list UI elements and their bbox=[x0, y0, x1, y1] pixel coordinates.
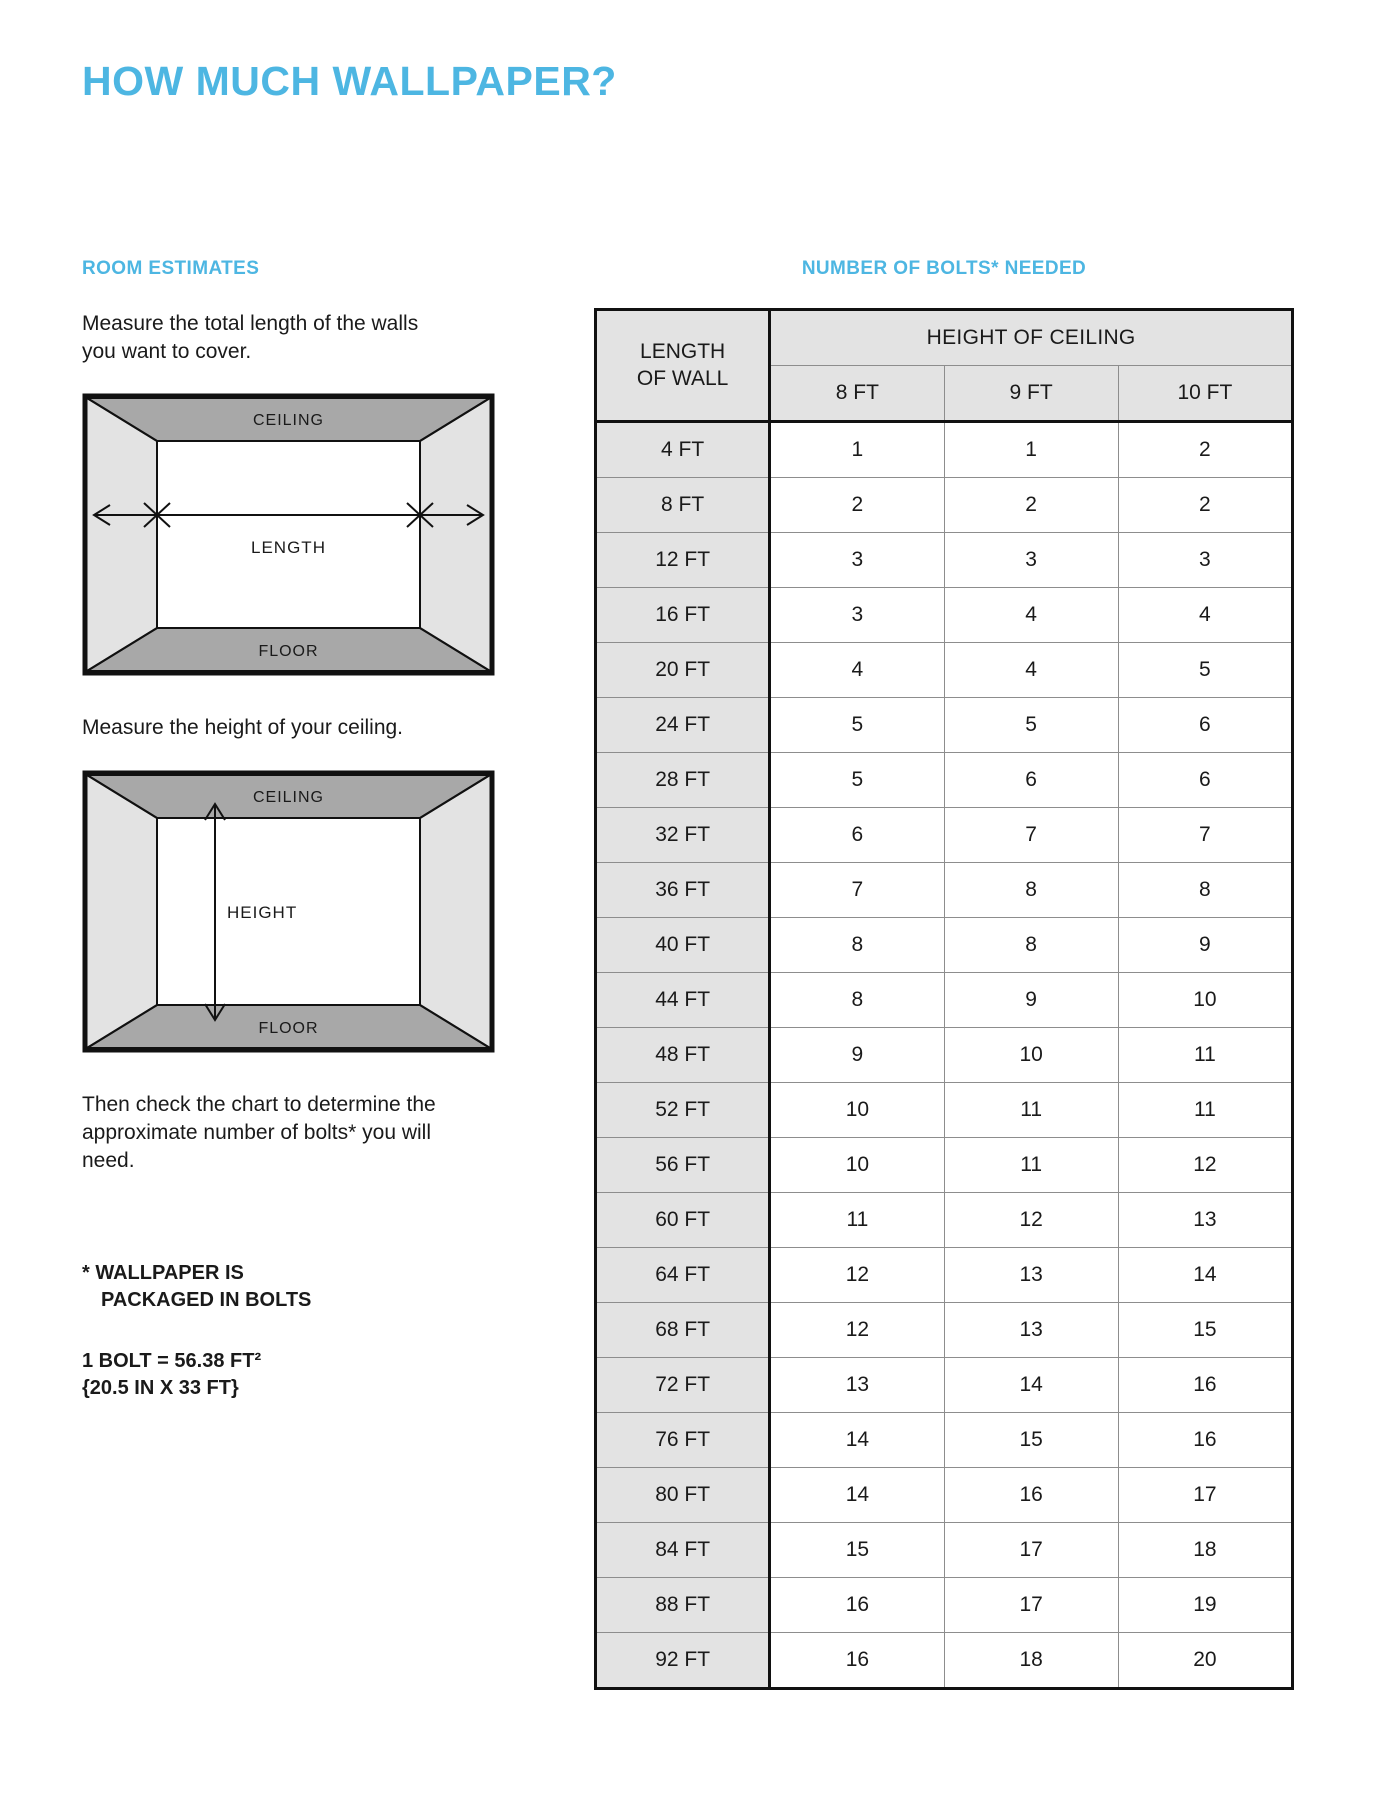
cell-10ft: 14 bbox=[1118, 1248, 1292, 1303]
cell-10ft: 20 bbox=[1118, 1633, 1292, 1689]
cell-9ft: 4 bbox=[944, 588, 1118, 643]
cell-10ft: 16 bbox=[1118, 1358, 1292, 1413]
cell-10ft: 3 bbox=[1118, 533, 1292, 588]
row-label: 36 FT bbox=[596, 863, 770, 918]
cell-9ft: 4 bbox=[944, 643, 1118, 698]
cell-9ft: 17 bbox=[944, 1523, 1118, 1578]
table-row bbox=[596, 643, 1293, 698]
row-label: 40 FT bbox=[596, 918, 770, 973]
table-row bbox=[596, 1138, 1293, 1193]
row-label: 80 FT bbox=[596, 1468, 770, 1523]
table-row bbox=[596, 1193, 1293, 1248]
ceiling-label: CEILING bbox=[252, 412, 324, 430]
footnote-line-1: * WALLPAPER IS bbox=[82, 1262, 244, 1285]
cell-8ft: 12 bbox=[770, 1248, 944, 1303]
cell-10ft: 6 bbox=[1118, 753, 1292, 808]
cell-10ft: 4 bbox=[1118, 588, 1292, 643]
bolt-dimensions-line: {20.5 IN X 33 FT} bbox=[82, 1377, 239, 1400]
cell-8ft: 7 bbox=[770, 863, 944, 918]
column-header-10ft: 10 FT bbox=[1118, 366, 1292, 422]
table-header-row-group bbox=[596, 310, 1293, 366]
table-row bbox=[596, 1413, 1293, 1468]
length-dimension-label: LENGTH bbox=[251, 538, 326, 558]
cell-8ft: 2 bbox=[770, 478, 944, 533]
table-row bbox=[596, 973, 1293, 1028]
cell-9ft: 7 bbox=[944, 808, 1118, 863]
row-label: 24 FT bbox=[596, 698, 770, 753]
cell-10ft: 11 bbox=[1118, 1028, 1292, 1083]
table-row bbox=[596, 1248, 1293, 1303]
row-label: 44 FT bbox=[596, 973, 770, 1028]
cell-8ft: 14 bbox=[770, 1413, 944, 1468]
row-label: 12 FT bbox=[596, 533, 770, 588]
row-label: 60 FT bbox=[596, 1193, 770, 1248]
height-dimension-label: HEIGHT bbox=[227, 903, 298, 923]
cell-9ft: 18 bbox=[944, 1633, 1118, 1689]
row-label: 8 FT bbox=[596, 478, 770, 533]
table-row bbox=[596, 533, 1293, 588]
cell-10ft: 10 bbox=[1118, 973, 1292, 1028]
table-row bbox=[596, 1468, 1293, 1523]
table-row bbox=[596, 918, 1293, 973]
table-row bbox=[596, 1358, 1293, 1413]
cell-9ft: 17 bbox=[944, 1578, 1118, 1633]
cell-9ft: 3 bbox=[944, 533, 1118, 588]
cell-10ft: 18 bbox=[1118, 1523, 1292, 1578]
cell-9ft: 8 bbox=[944, 918, 1118, 973]
table-row bbox=[596, 698, 1293, 753]
table-row bbox=[596, 1633, 1293, 1689]
instruction-measure-length: Measure the total length of the walls you want to cover. bbox=[82, 312, 419, 363]
instruction-check-chart: Then check the chart to determine the approximate number of bolts* you will need. bbox=[82, 1093, 436, 1172]
row-label: 92 FT bbox=[596, 1633, 770, 1689]
cell-9ft: 14 bbox=[944, 1358, 1118, 1413]
cell-8ft: 3 bbox=[770, 588, 944, 643]
room-diagram-length bbox=[82, 393, 495, 676]
cell-8ft: 5 bbox=[770, 698, 944, 753]
footnote-line-2: PACKAGED IN BOLTS bbox=[101, 1289, 312, 1312]
bolt-area-line: 1 BOLT = 56.38 FT² bbox=[82, 1350, 262, 1373]
ceiling-label: CEILING bbox=[252, 789, 324, 807]
table-row bbox=[596, 1028, 1293, 1083]
cell-9ft: 11 bbox=[944, 1083, 1118, 1138]
row-label: 84 FT bbox=[596, 1523, 770, 1578]
cell-8ft: 10 bbox=[770, 1083, 944, 1138]
row-label: 56 FT bbox=[596, 1138, 770, 1193]
cell-10ft: 9 bbox=[1118, 918, 1292, 973]
table-row bbox=[596, 1083, 1293, 1138]
cell-10ft: 17 bbox=[1118, 1468, 1292, 1523]
table-row bbox=[596, 808, 1293, 863]
cell-9ft: 11 bbox=[944, 1138, 1118, 1193]
page-title: HOW MUCH WALLPAPER? bbox=[82, 58, 617, 104]
cell-10ft: 8 bbox=[1118, 863, 1292, 918]
cell-10ft: 13 bbox=[1118, 1193, 1292, 1248]
column-header-8ft: 8 FT bbox=[770, 366, 944, 422]
cell-8ft: 16 bbox=[770, 1578, 944, 1633]
cell-9ft: 10 bbox=[944, 1028, 1118, 1083]
cell-8ft: 12 bbox=[770, 1303, 944, 1358]
cell-9ft: 2 bbox=[944, 478, 1118, 533]
cell-8ft: 1 bbox=[770, 422, 944, 478]
corner-header-line-1: LENGTH bbox=[640, 340, 726, 364]
instruction-measure-height: Measure the height of your ceiling. bbox=[82, 716, 404, 740]
cell-9ft: 9 bbox=[944, 973, 1118, 1028]
cell-9ft: 13 bbox=[944, 1303, 1118, 1358]
corner-header-line-2: OF WALL bbox=[636, 366, 729, 390]
row-label: 72 FT bbox=[596, 1358, 770, 1413]
table-row bbox=[596, 478, 1293, 533]
cell-8ft: 3 bbox=[770, 533, 944, 588]
row-label: 52 FT bbox=[596, 1083, 770, 1138]
row-label: 76 FT bbox=[596, 1413, 770, 1468]
cell-9ft: 1 bbox=[944, 422, 1118, 478]
corner-header-length-of-wall bbox=[596, 310, 770, 422]
header-height-of-ceiling: HEIGHT OF CEILING bbox=[770, 310, 1293, 366]
cell-9ft: 12 bbox=[944, 1193, 1118, 1248]
row-label: 16 FT bbox=[596, 588, 770, 643]
table-row bbox=[596, 422, 1293, 478]
cell-10ft: 16 bbox=[1118, 1413, 1292, 1468]
cell-9ft: 8 bbox=[944, 863, 1118, 918]
cell-8ft: 9 bbox=[770, 1028, 944, 1083]
cell-10ft: 11 bbox=[1118, 1083, 1292, 1138]
cell-8ft: 8 bbox=[770, 973, 944, 1028]
cell-8ft: 14 bbox=[770, 1468, 944, 1523]
column-header-9ft: 9 FT bbox=[944, 366, 1118, 422]
cell-9ft: 6 bbox=[944, 753, 1118, 808]
cell-8ft: 13 bbox=[770, 1358, 944, 1413]
table-title: NUMBER OF BOLTS* NEEDED bbox=[801, 258, 1087, 279]
cell-10ft: 19 bbox=[1118, 1578, 1292, 1633]
cell-8ft: 8 bbox=[770, 918, 944, 973]
section-heading-room-estimates: ROOM ESTIMATES bbox=[82, 258, 260, 279]
floor-label: FLOOR bbox=[258, 643, 319, 661]
table-row bbox=[596, 588, 1293, 643]
cell-9ft: 16 bbox=[944, 1468, 1118, 1523]
cell-10ft: 15 bbox=[1118, 1303, 1292, 1358]
cell-8ft: 5 bbox=[770, 753, 944, 808]
cell-8ft: 6 bbox=[770, 808, 944, 863]
row-label: 28 FT bbox=[596, 753, 770, 808]
cell-8ft: 4 bbox=[770, 643, 944, 698]
room-estimates-column bbox=[82, 258, 502, 1402]
row-label: 32 FT bbox=[596, 808, 770, 863]
cell-8ft: 10 bbox=[770, 1138, 944, 1193]
table-row bbox=[596, 1578, 1293, 1633]
row-label: 88 FT bbox=[596, 1578, 770, 1633]
room-diagram-height bbox=[82, 770, 495, 1053]
floor-label: FLOOR bbox=[258, 1020, 319, 1038]
row-label: 48 FT bbox=[596, 1028, 770, 1083]
cell-10ft: 2 bbox=[1118, 478, 1292, 533]
cell-10ft: 5 bbox=[1118, 643, 1292, 698]
cell-8ft: 15 bbox=[770, 1523, 944, 1578]
row-label: 4 FT bbox=[596, 422, 770, 478]
row-label: 64 FT bbox=[596, 1248, 770, 1303]
row-label: 20 FT bbox=[596, 643, 770, 698]
cell-9ft: 5 bbox=[944, 698, 1118, 753]
table-row bbox=[596, 753, 1293, 808]
cell-10ft: 7 bbox=[1118, 808, 1292, 863]
cell-8ft: 11 bbox=[770, 1193, 944, 1248]
cell-10ft: 6 bbox=[1118, 698, 1292, 753]
cell-8ft: 16 bbox=[770, 1633, 944, 1689]
table-row bbox=[596, 1523, 1293, 1578]
cell-10ft: 2 bbox=[1118, 422, 1292, 478]
bolts-needed-table bbox=[594, 308, 1294, 1690]
row-label: 68 FT bbox=[596, 1303, 770, 1358]
table-row bbox=[596, 863, 1293, 918]
cell-10ft: 12 bbox=[1118, 1138, 1292, 1193]
table-row bbox=[596, 1303, 1293, 1358]
cell-9ft: 15 bbox=[944, 1413, 1118, 1468]
bolts-table-column bbox=[594, 258, 1294, 1690]
cell-9ft: 13 bbox=[944, 1248, 1118, 1303]
